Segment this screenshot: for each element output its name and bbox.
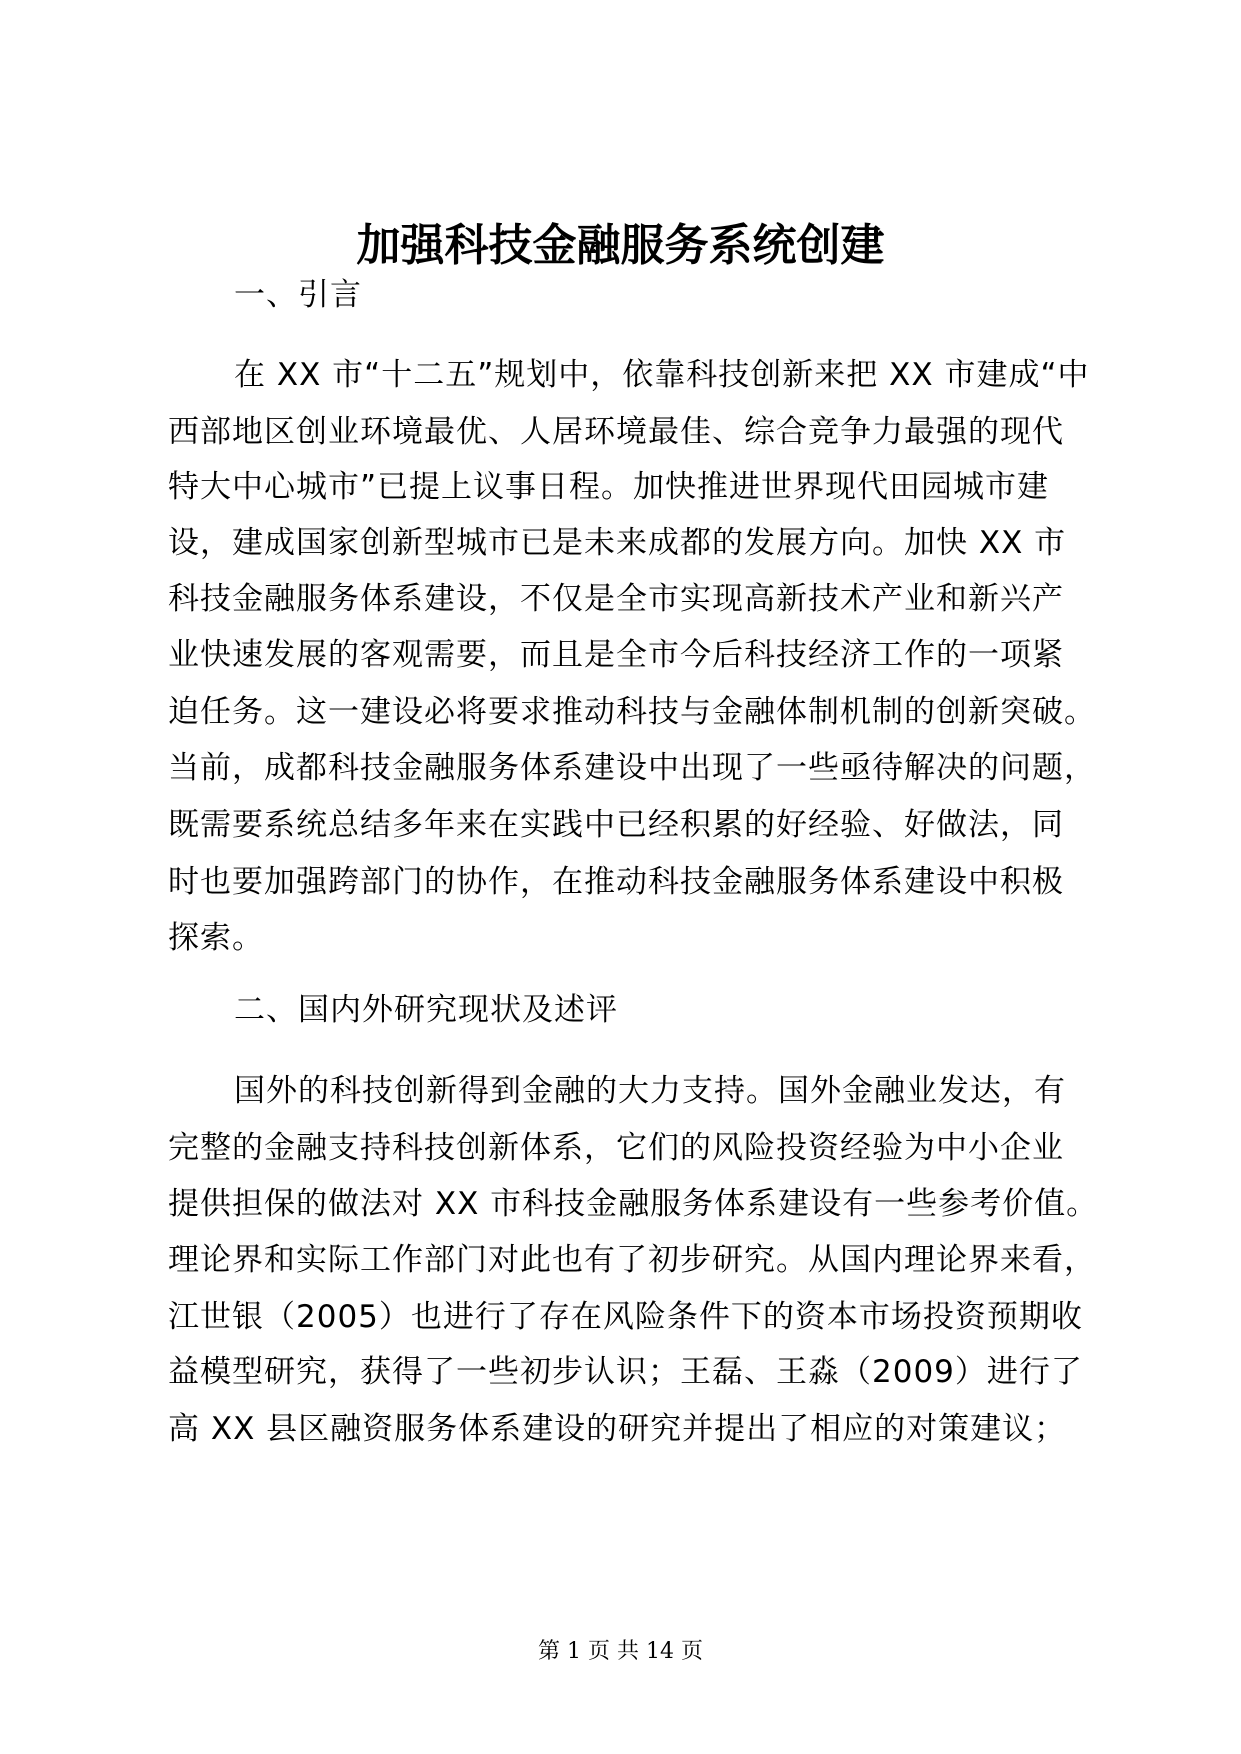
text-line: 西部地区创业环境最优、人居环境最佳、综合竞争力最强的现代 bbox=[168, 414, 1064, 450]
text-line: 在 XX 市“十二五”规划中，依靠科技创新来把 XX 市建成“中 bbox=[234, 357, 1090, 393]
text-line: 提供担保的做法对 XX 市科技金融服务体系建设有一些参考价值。 bbox=[168, 1186, 1099, 1222]
text-line: 迫任务。这一建设必将要求推动科技与金融体制机制的创新突破。 bbox=[168, 694, 1096, 730]
text-line: 业快速发展的客观需要，而且是全市今后科技经济工作的一项紧 bbox=[168, 637, 1064, 673]
document-title: 加强科技金融服务系统创建 bbox=[356, 220, 885, 271]
text-line: 特大中心城市”已提上议事日程。加快推进世界现代田园城市建 bbox=[168, 469, 1050, 505]
text-line: 理论界和实际工作部门对此也有了初步研究。从国内理论界来看， bbox=[168, 1242, 1096, 1278]
text-line: 设，建成国家创新型城市已是未来成都的发展方向。加快 XX 市 bbox=[168, 525, 1067, 561]
text-line: 国外的科技创新得到金融的大力支持。国外金融业发达，有 bbox=[234, 1073, 1066, 1109]
text-line: 探索。 bbox=[168, 920, 264, 956]
text-line: 科技金融服务体系建设，不仅是全市实现高新技术产业和新兴产 bbox=[168, 581, 1064, 617]
text-line: 高 XX 县区融资服务体系建设的研究并提出了相应的对策建议； bbox=[168, 1411, 1067, 1447]
text-line: 既需要系统总结多年来在实践中已经积累的好经验、好做法，同 bbox=[168, 807, 1064, 843]
section-heading-research: 二、国内外研究现状及述评 bbox=[234, 992, 618, 1028]
text-line: 完整的金融支持科技创新体系，它们的风险投资经验为中小企业 bbox=[168, 1130, 1064, 1166]
text-line: 时也要加强跨部门的协作，在推动科技金融服务体系建设中积极 bbox=[168, 864, 1064, 900]
text-line: 江世银（2005）也进行了存在风险条件下的资本市场投资预期收 bbox=[168, 1299, 1083, 1335]
text-line: 当前，成都科技金融服务体系建设中出现了一些亟待解决的问题， bbox=[168, 750, 1096, 786]
text-line: 益模型研究，获得了一些初步认识；王磊、王淼（2009）进行了 bbox=[168, 1354, 1083, 1390]
page-number-footer: 第 1 页 共 14 页 bbox=[538, 1639, 703, 1664]
section-heading-intro: 一、引言 bbox=[234, 277, 362, 313]
